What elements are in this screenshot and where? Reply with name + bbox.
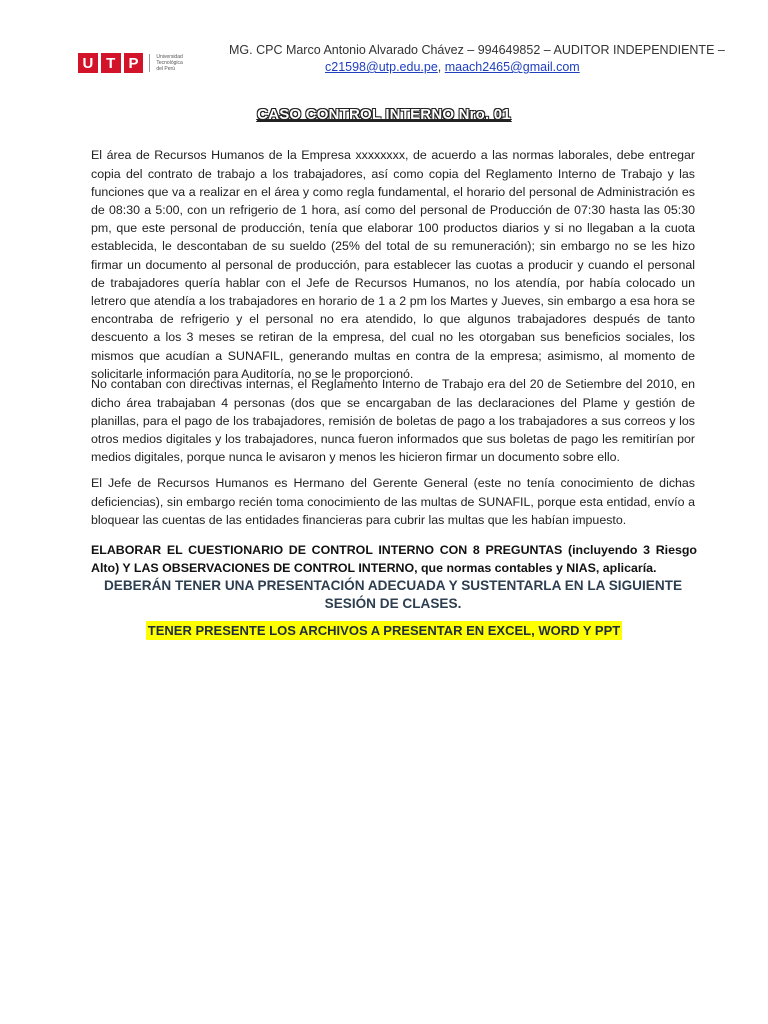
assignment-instruction: ELABORAR EL CUESTIONARIO DE CONTROL INTERNO CON 8 PREGUNTAS (incluyendo 3 Riesgo Alto) Y LAS OBSERVACIONES DE CONTROL INTERNO, que normas contables y NIAS, aplicaría. xyxy=(91,543,697,576)
case-paragraph-2: No contaban con directivas internas, el Reglamento Interno de Trabajo era del 20 de Setiembre del 2010, en dicho área trabajaban 4 personas (dos que se encargaban de las declaraciones del Plame y gestión de planillas, para el pago de los trabajadores, remisión de boletas de pago a los trabajadores a sus correos y los otros medios digitales y los trabajadores, nunca fueron informados que sus boletas de pago les remitirían por medios digitales, porque nunca le avisaron y menos les hicieron firmar un documento sobre ello. xyxy=(91,377,695,465)
email-link-utp[interactable]: c21598@utp.edu.pe xyxy=(325,60,438,74)
logo-divider xyxy=(149,54,150,72)
email-separator: , xyxy=(437,60,445,74)
logo-letter-u: U xyxy=(78,53,98,73)
contact-emails xyxy=(325,60,580,74)
logo-letter-t: T xyxy=(101,53,121,73)
email-link-gmail[interactable]: maach2465@gmail.com xyxy=(444,60,580,74)
presentation-notice: DEBERÁN TENER UNA PRESENTACIÓN ADECUADA Y SUSTENTARLA EN LA SIGUIENTE SESIÓN DE CLASES. xyxy=(103,578,683,611)
document-title: CASO CONTROL INTERNO Nro. 01 xyxy=(257,106,511,123)
utp-logo xyxy=(78,52,190,74)
case-paragraph-3: El Jefe de Recursos Humanos es Hermano del Gerente General (este no tenía conocimiento de dichas deficiencias), sin embargo recién toma conocimiento de las multas de SUNAFIL, porque esta entidad, envío a bloquear las cuentas de las entidades financieras para cubrir las multas que les habían impuesto. xyxy=(91,476,695,527)
highlighted-files-note: TENER PRESENTE LOS ARCHIVOS A PRESENTAR EN EXCEL, WORD Y PPT xyxy=(147,623,621,638)
author-header: MG. CPC Marco Antonio Alvarado Chávez – 994649852 – AUDITOR INDEPENDIENTE – xyxy=(229,43,725,57)
logo-letter-p: P xyxy=(124,53,144,73)
logo-subtext: Universidad Tecnológica del Perú xyxy=(156,54,183,72)
highlight-container xyxy=(0,621,768,640)
case-paragraph-1: El área de Recursos Humanos de la Empresa xxxxxxxx, de acuerdo a las normas laborales, debe entregar copia del contrato de trabajo a los trabajadores, así como copia del Reglamento Interno de Trabajo y las funciones que va a realizar en el área y como regla fundamental, el horario del personal de Administración es de 08:30 a 5:00, con un refrigerio de 1 hora, así como del personal de Producción de 07:30 hasta las 05:30 pm, que este personal de producción, tenía que elaborar 100 productos diarios y si no llegaban a la cuota establecida, le descontaban de su sueldo (25% del total de su remuneración); sin embargo no se les hizo firmar un documento al personal de producción, para establecer las cuotas a producir y cuando el personal de trabajadores quería hablar con el Jefe de Recursos Humanos, no los atendía, por había colocado un letrero que atendía a los trabajadores en horario de 1 a 2 pm los Martes y Jueves, sin embargo a esa hora se encontraba de refrigerio y el personal no era atendido, lo que algunos trabajadores después de tanto descuento a los 3 meses se retiran de la empresa, del cual no les otorgaban sus beneficios sociales, los mismos que acudían a SUNAFIL, generando multas en contra de la empresa; asimismo, al momento de solicitarle información para Auditoría, no se le proporcionó. xyxy=(91,148,695,381)
